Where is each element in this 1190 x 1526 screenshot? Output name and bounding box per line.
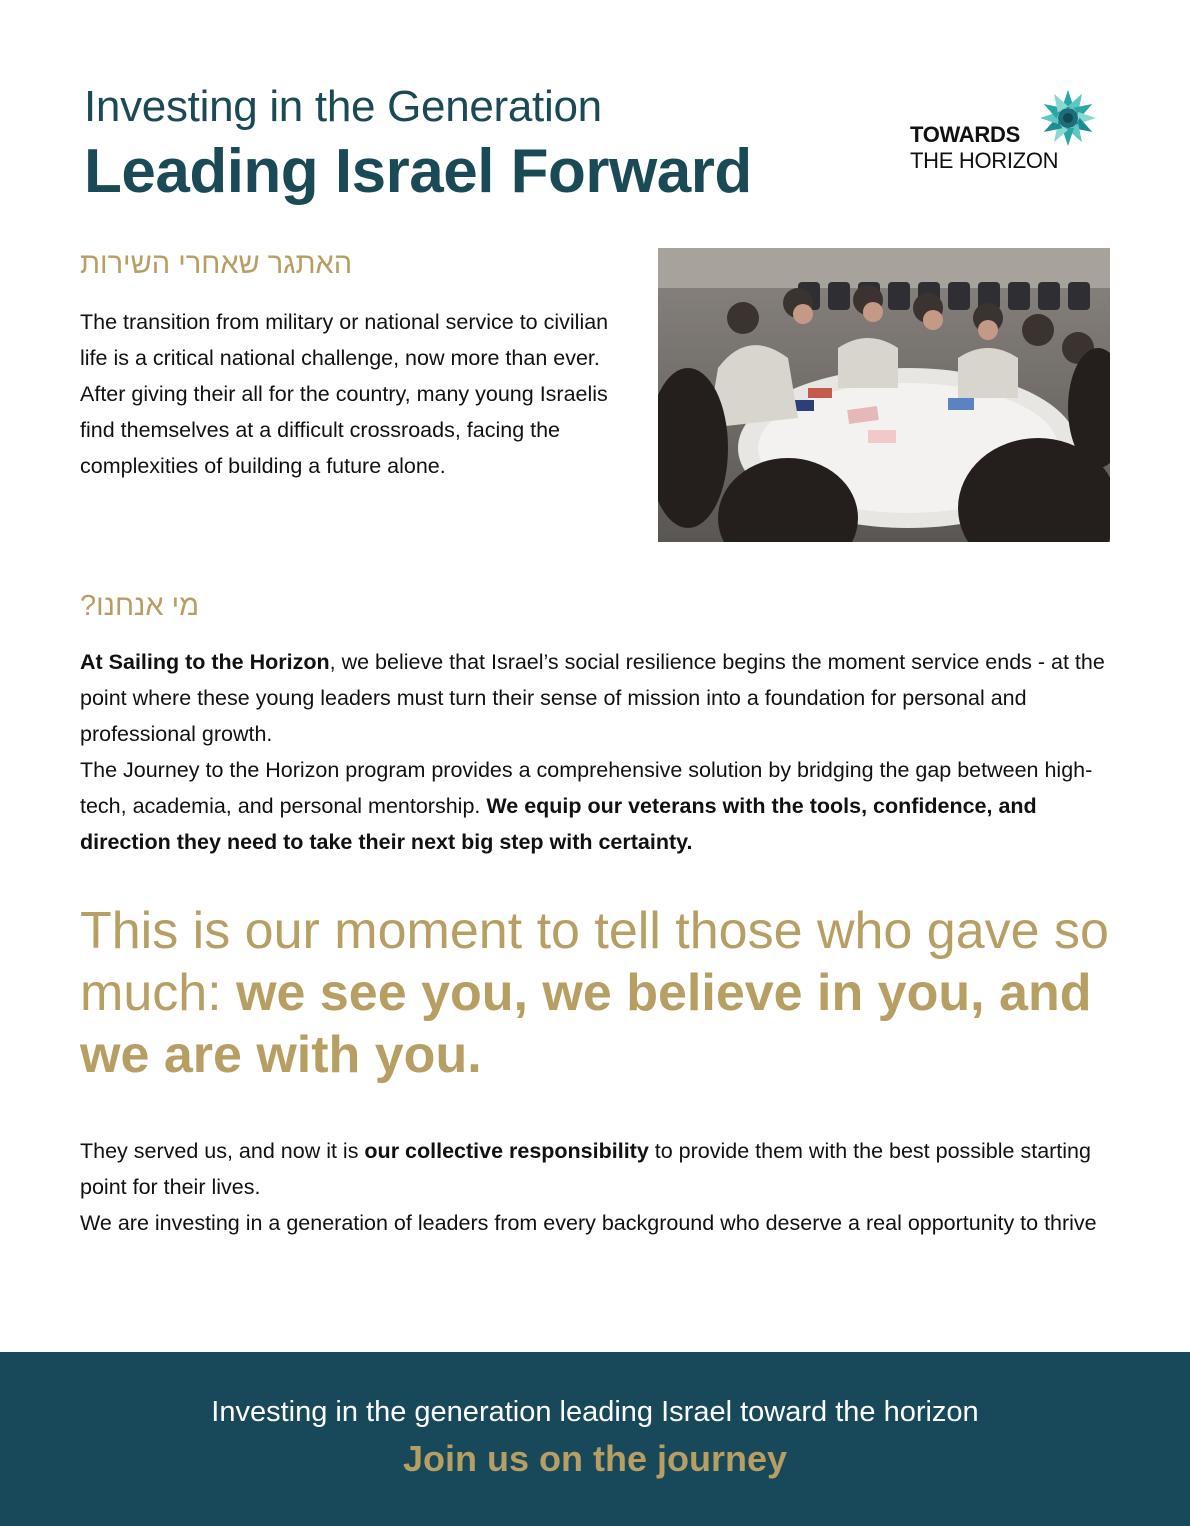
closing-paragraph-2: We are investing in a generation of leaders from every background who deserve a real opportunity to thrive: [80, 1211, 1097, 1235]
closing-text-a: They served us, and now it is: [80, 1139, 365, 1163]
teal-star-mark-icon: [1038, 88, 1098, 148]
pull-quote: [80, 900, 1120, 1086]
pull-quote-light: This is our moment to tell those who gave so much:: [80, 902, 1109, 1022]
closing-paragraph-1: [80, 1133, 1120, 1205]
photo-illustration: [658, 248, 1110, 542]
intro-paragraph: The transition from military or national service to civilian life is a critical national challenge, now more than ever. After giving their all for the country, many young Israelis find themselves at a difficult crossroads, facing the complexities of building a future alone.: [80, 310, 609, 478]
org-name: At Sailing to the Horizon: [80, 650, 330, 674]
closing-text-b: to provide them with the best possible starting point for their lives.: [80, 1139, 1091, 1199]
section-heading-challenge: האתגר שאחרי השירות: [80, 248, 353, 280]
logo-text-towards: TOWARDS: [910, 122, 1020, 147]
footer-banner: [0, 1352, 1190, 1526]
join-us-call-to-action[interactable]: Join us on the journey: [402, 1438, 788, 1479]
about-paragraph-2-text: The Journey to the Horizon program provides a comprehensive solution by bridging the gap between high-tech, academia, and personal mentorship.: [80, 758, 1093, 818]
footer-tagline: Investing in the generation leading Israel toward the horizon: [211, 1396, 979, 1428]
group-discussion-photo: [658, 248, 1110, 542]
page-title: Leading Israel Forward: [84, 137, 752, 206]
closing-block: [80, 1133, 1120, 1241]
about-paragraph-1: [80, 644, 1115, 752]
logo-text-the-horizon: THE HORIZON: [910, 148, 1059, 173]
about-paragraph-2: [80, 752, 1115, 860]
about-paragraph-1-text: , we believe that Israel’s social resilience begins the moment service ends - at the point where these young leaders must turn their sense of mission into a foundation for personal and professional growth.: [80, 650, 1105, 746]
about-paragraph-2-emphasis: We equip our veterans with the tools, confidence, and direction they need to take their next big step with certainty.: [80, 794, 1037, 854]
pull-quote-bold: we see you, we believe in you, and we are with you.: [80, 964, 1092, 1084]
logo: [908, 88, 1098, 178]
header-subtitle: Investing in the Generation: [84, 82, 602, 131]
section-heading-who-we-are: מי אנחנו?: [80, 590, 200, 622]
closing-emphasis: our collective responsibility: [364, 1139, 649, 1163]
about-block: [80, 644, 1115, 860]
